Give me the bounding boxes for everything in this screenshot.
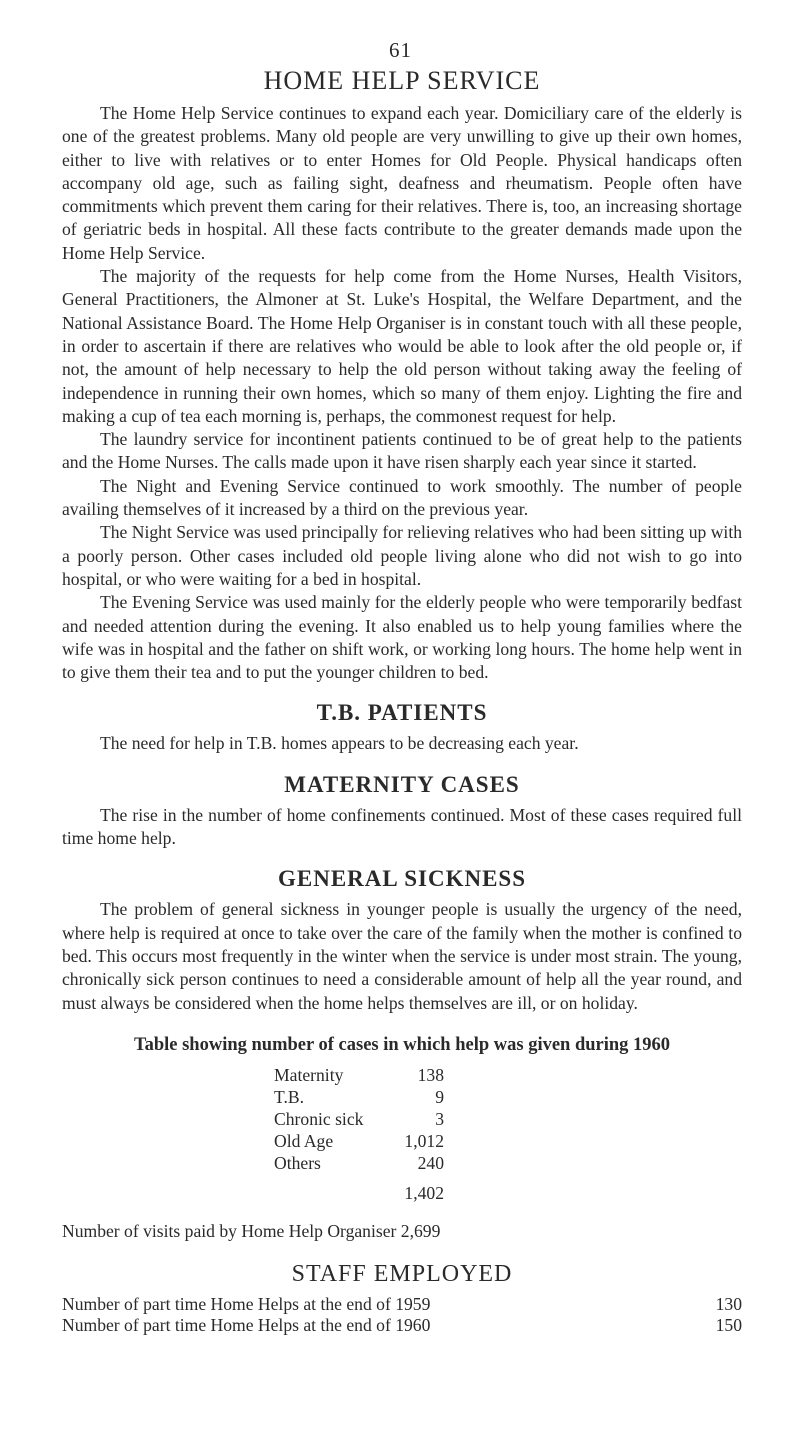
row-value: 9 [435, 1086, 444, 1107]
section-heading: MATERNITY CASES [284, 771, 520, 797]
intro-paragraph: The laundry service for incontinent patients continued to be of great help to the patients and the Home Nurses. The calls made upon it have risen sharply each year since it started. [62, 429, 742, 473]
visits-line: Number of visits paid by Home Help Organiser 2,699 [62, 1220, 441, 1241]
staff-row-value: 130 [715, 1293, 742, 1314]
staff-row-label: Number of part time Home Helps at the end of 1959 [62, 1293, 431, 1314]
row-label: Old Age [274, 1130, 334, 1151]
row-value: 1,012 [404, 1130, 444, 1151]
row-label: T.B. [274, 1086, 304, 1107]
row-value: 138 [417, 1064, 444, 1085]
intro-section [62, 102, 742, 684]
document-body [62, 66, 742, 1336]
section-heading: GENERAL SICKNESS [278, 866, 526, 892]
intro-paragraph: The majority of the requests for help come from the Home Nurses, Health Visitors, General Practitioners, the Almoner at St. Luke's Hospital, the Welfare Department, and the National Assistance Board. The Home Help Organiser is in constant touch with all these people, in order to ascertain if there are relatives who would be able to look after the old people or, if not, the amount of help necessary to help the old person without taking away the feeling of independence in running their own homes, which so many of them enjoy. Lighting the fire and making a cup of tea each morning is, perhaps, the commonest request for help. [62, 266, 742, 426]
row-label: Maternity [274, 1064, 344, 1085]
table-row [274, 1152, 444, 1174]
intro-paragraph: The Home Help Service continues to expand each year. Domiciliary care of the elderly is one of the greatest problems. Many old people are very unwilling to give up their own homes, either to live with relatives or to enter Homes for Old People. Physical handicaps often accompany old age, such as failing sight, deafness and rheumatism. People often have commitments which prevent them caring for their relatives. There is, too, an increasing shortage of geriatric beds in hospital. All these facts contribute to the greater demands made upon the Home Help Service. [62, 103, 742, 263]
section-maternity-cases [62, 772, 742, 851]
cases-total: 1,402 [404, 1182, 444, 1203]
intro-paragraph: The Night and Evening Service continued to work smoothly. The number of people availing themselves of it increased by a third on the previous year. [62, 475, 742, 520]
section-paragraph: The problem of general sickness in younger people is usually the urgency of the need, where help is required at once to take over the care of the family when the mother is confined to bed. This occurs most frequently in the winter when the service is under most strain. The young, chronically sick person continues to need a considerable amount of help all the year round, and must always be considered when the home helps themselves are ill, or on holiday. [62, 899, 742, 1013]
table-row [274, 1086, 444, 1108]
intro-paragraph: The Night Service was used principally for relieving relatives who had been sitting up with a poorly person. Other cases included old people living alone who did not wish to go into hospital, or who were waiting for a bed in hospital. [62, 522, 743, 589]
staff-row [62, 1294, 742, 1315]
row-label: Others [274, 1152, 321, 1173]
row-value: 240 [417, 1152, 444, 1173]
page-title: HOME HELP SERVICE [263, 66, 541, 95]
section-tb-patients [62, 700, 742, 755]
cases-table [274, 1064, 444, 1174]
staff-list [62, 1294, 742, 1336]
intro-paragraph: The Evening Service was used mainly for the elderly people who were temporarily bedfast and needed attention during the evening. It also enabled us to help young families where the wife was in hospital and the father on shift work, or working long hours. The home help went in to give them their tea and to put the younger children to bed. [62, 592, 742, 683]
section-paragraph: The need for help in T.B. homes appears to be decreasing each year. [100, 733, 579, 754]
total-spacer [384, 1174, 444, 1182]
table-row [274, 1130, 444, 1152]
table-row [274, 1064, 444, 1086]
page-number: 61 [389, 38, 412, 62]
row-label: Chronic sick [274, 1108, 364, 1129]
staff-row-value: 150 [715, 1314, 742, 1335]
section-heading: T.B. PATIENTS [316, 700, 488, 726]
section-general-sickness [62, 866, 742, 1014]
row-value: 3 [435, 1108, 444, 1129]
staff-heading: STAFF EMPLOYED [291, 1260, 513, 1287]
staff-row [62, 1315, 742, 1336]
table-row [274, 1108, 444, 1130]
section-paragraph: The rise in the number of home confinements continued. Most of these cases required full time home help. [62, 804, 742, 849]
staff-row-label: Number of part time Home Helps at the end of 1960 [62, 1314, 431, 1335]
cases-table-title: Table showing number of cases in which help was given during 1960 [133, 1034, 671, 1055]
